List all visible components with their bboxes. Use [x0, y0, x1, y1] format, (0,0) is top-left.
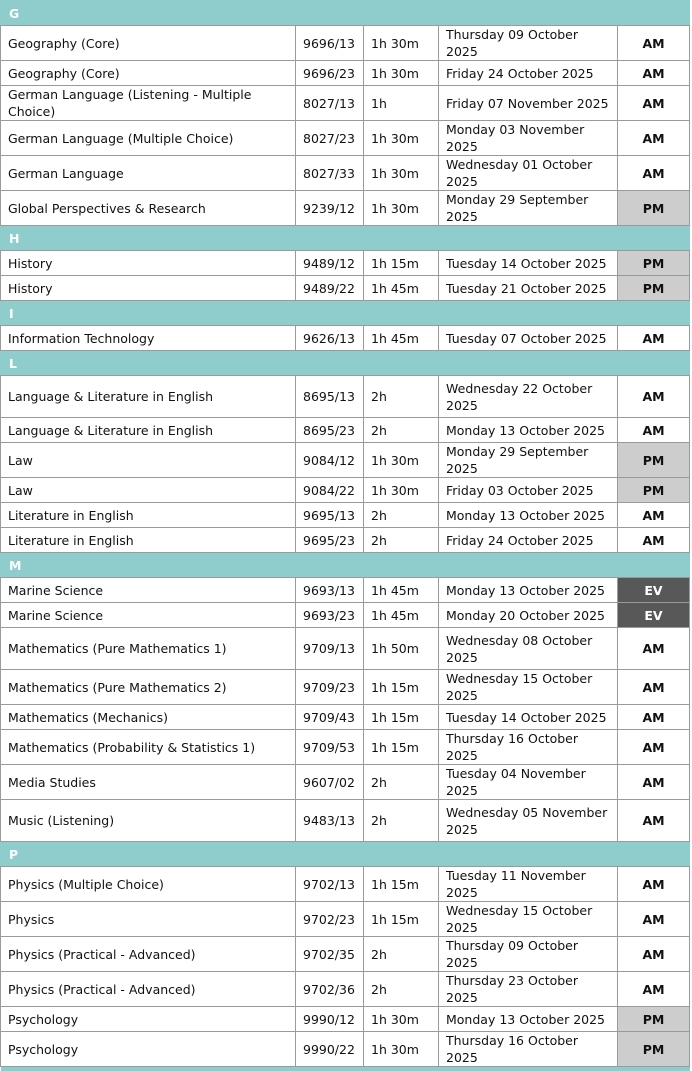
date-cell: Wednesday 01 October 2025: [439, 156, 618, 191]
session-cell: PM: [618, 191, 690, 226]
code-cell: 9695/13: [296, 503, 364, 528]
code-cell: 9696/23: [296, 61, 364, 86]
session-cell: EV: [618, 603, 690, 628]
duration-cell: 1h 45m: [364, 578, 439, 603]
duration-cell: 1h 15m: [364, 730, 439, 765]
code-cell: 9607/02: [296, 765, 364, 800]
table-row: [1, 478, 690, 503]
date-cell: Wednesday 22 October 2025: [439, 376, 618, 418]
subject-cell: Mathematics (Probability & Statistics 1): [1, 730, 296, 765]
code-cell: 9709/23: [296, 670, 364, 705]
table-row: [1, 603, 690, 628]
subject-cell: Mathematics (Pure Mathematics 2): [1, 670, 296, 705]
duration-cell: 1h 30m: [364, 1007, 439, 1032]
date-cell: Thursday 09 October 2025: [439, 26, 618, 61]
timetable-body: [1, 1, 690, 1071]
session-cell: AM: [618, 670, 690, 705]
duration-cell: 1h 30m: [364, 191, 439, 226]
session-cell: AM: [618, 61, 690, 86]
section-letter: M: [1, 553, 690, 578]
date-cell: Tuesday 04 November 2025: [439, 765, 618, 800]
duration-cell: 1h 50m: [364, 628, 439, 670]
code-cell: 9702/36: [296, 972, 364, 1007]
subject-cell: Information Technology: [1, 326, 296, 351]
date-cell: Tuesday 11 November 2025: [439, 867, 618, 902]
subject-cell: Mathematics (Pure Mathematics 1): [1, 628, 296, 670]
table-row: [1, 867, 690, 902]
session-cell: PM: [618, 1007, 690, 1032]
table-row: [1, 628, 690, 670]
section-header: [1, 226, 690, 251]
subject-cell: Law: [1, 443, 296, 478]
table-row: [1, 86, 690, 121]
table-row: [1, 972, 690, 1007]
table-row: [1, 276, 690, 301]
subject-cell: German Language (Listening - Multiple Choice): [1, 86, 296, 121]
code-cell: 8695/13: [296, 376, 364, 418]
table-row: [1, 730, 690, 765]
duration-cell: 2h: [364, 503, 439, 528]
table-row: [1, 251, 690, 276]
date-cell: Monday 29 September 2025: [439, 191, 618, 226]
subject-cell: Global Perspectives & Research: [1, 191, 296, 226]
session-cell: AM: [618, 628, 690, 670]
code-cell: 9990/12: [296, 1007, 364, 1032]
date-cell: Tuesday 14 October 2025: [439, 705, 618, 730]
subject-cell: Psychology: [1, 1032, 296, 1067]
subject-cell: Marine Science: [1, 578, 296, 603]
date-cell: Wednesday 05 November 2025: [439, 800, 618, 842]
table-row: [1, 937, 690, 972]
date-cell: Friday 24 October 2025: [439, 61, 618, 86]
code-cell: 8695/23: [296, 418, 364, 443]
duration-cell: 1h 30m: [364, 478, 439, 503]
subject-cell: Language & Literature in English: [1, 418, 296, 443]
duration-cell: 1h 30m: [364, 443, 439, 478]
table-row: [1, 800, 690, 842]
session-cell: PM: [618, 1032, 690, 1067]
code-cell: 9709/43: [296, 705, 364, 730]
subject-cell: Physics (Multiple Choice): [1, 867, 296, 902]
code-cell: 9696/13: [296, 26, 364, 61]
subject-cell: Geography (Core): [1, 61, 296, 86]
subject-cell: Physics (Practical - Advanced): [1, 972, 296, 1007]
code-cell: 9702/35: [296, 937, 364, 972]
duration-cell: 1h 45m: [364, 326, 439, 351]
table-row: [1, 443, 690, 478]
code-cell: 8027/23: [296, 121, 364, 156]
subject-cell: Psychology: [1, 1007, 296, 1032]
duration-cell: 2h: [364, 376, 439, 418]
table-row: [1, 902, 690, 937]
session-cell: AM: [618, 528, 690, 553]
date-cell: Friday 03 October 2025: [439, 478, 618, 503]
section-letter: L: [1, 351, 690, 376]
duration-cell: 1h 45m: [364, 603, 439, 628]
table-row: [1, 191, 690, 226]
date-cell: Thursday 16 October 2025: [439, 1032, 618, 1067]
session-cell: PM: [618, 276, 690, 301]
subject-cell: Marine Science: [1, 603, 296, 628]
section-header: [1, 301, 690, 326]
duration-cell: 1h 30m: [364, 121, 439, 156]
code-cell: 9702/13: [296, 867, 364, 902]
code-cell: 9709/53: [296, 730, 364, 765]
session-cell: AM: [618, 800, 690, 842]
table-row: [1, 765, 690, 800]
code-cell: 9489/12: [296, 251, 364, 276]
duration-cell: 1h 30m: [364, 156, 439, 191]
date-cell: Thursday 09 October 2025: [439, 937, 618, 972]
date-cell: Wednesday 15 October 2025: [439, 670, 618, 705]
table-row: [1, 1007, 690, 1032]
subject-cell: Geography (Core): [1, 26, 296, 61]
section-letter: G: [1, 1, 690, 26]
duration-cell: 2h: [364, 765, 439, 800]
duration-cell: 1h 45m: [364, 276, 439, 301]
duration-cell: 2h: [364, 937, 439, 972]
code-cell: 9693/13: [296, 578, 364, 603]
subject-cell: Music (Listening): [1, 800, 296, 842]
code-cell: 9084/12: [296, 443, 364, 478]
code-cell: 9693/23: [296, 603, 364, 628]
session-cell: AM: [618, 730, 690, 765]
code-cell: 9626/13: [296, 326, 364, 351]
section-letter: H: [1, 226, 690, 251]
next-section-strip: [1, 1067, 690, 1071]
subject-cell: Media Studies: [1, 765, 296, 800]
session-cell: AM: [618, 902, 690, 937]
table-row: [1, 418, 690, 443]
session-cell: AM: [618, 418, 690, 443]
session-cell: AM: [618, 156, 690, 191]
session-cell: AM: [618, 26, 690, 61]
code-cell: 9239/12: [296, 191, 364, 226]
duration-cell: 1h 30m: [364, 1032, 439, 1067]
code-cell: 9483/13: [296, 800, 364, 842]
duration-cell: 1h 15m: [364, 705, 439, 730]
subject-cell: Literature in English: [1, 528, 296, 553]
subject-cell: Physics (Practical - Advanced): [1, 937, 296, 972]
table-row: [1, 156, 690, 191]
duration-cell: 2h: [364, 528, 439, 553]
code-cell: 9084/22: [296, 478, 364, 503]
date-cell: Friday 07 November 2025: [439, 86, 618, 121]
table-row: [1, 528, 690, 553]
code-cell: 8027/13: [296, 86, 364, 121]
table-row: [1, 121, 690, 156]
date-cell: Tuesday 21 October 2025: [439, 276, 618, 301]
table-row: [1, 376, 690, 418]
table-row: [1, 61, 690, 86]
code-cell: 9695/23: [296, 528, 364, 553]
session-cell: AM: [618, 326, 690, 351]
date-cell: Tuesday 14 October 2025: [439, 251, 618, 276]
date-cell: Tuesday 07 October 2025: [439, 326, 618, 351]
subject-cell: Law: [1, 478, 296, 503]
date-cell: Thursday 23 October 2025: [439, 972, 618, 1007]
duration-cell: 1h 15m: [364, 251, 439, 276]
duration-cell: 2h: [364, 972, 439, 1007]
duration-cell: 1h 30m: [364, 61, 439, 86]
duration-cell: 1h: [364, 86, 439, 121]
subject-cell: History: [1, 276, 296, 301]
session-cell: EV: [618, 578, 690, 603]
code-cell: 9702/23: [296, 902, 364, 937]
date-cell: Monday 13 October 2025: [439, 578, 618, 603]
date-cell: Monday 03 November 2025: [439, 121, 618, 156]
next-section-strip-cell: [1, 1067, 690, 1071]
date-cell: Monday 13 October 2025: [439, 1007, 618, 1032]
session-cell: PM: [618, 478, 690, 503]
subject-cell: Literature in English: [1, 503, 296, 528]
duration-cell: 1h 30m: [364, 26, 439, 61]
section-header: [1, 1, 690, 26]
session-cell: AM: [618, 972, 690, 1007]
date-cell: Wednesday 08 October 2025: [439, 628, 618, 670]
duration-cell: 1h 15m: [364, 670, 439, 705]
date-cell: Friday 24 October 2025: [439, 528, 618, 553]
session-cell: AM: [618, 503, 690, 528]
table-row: [1, 705, 690, 730]
duration-cell: 1h 15m: [364, 867, 439, 902]
section-header: [1, 351, 690, 376]
table-row: [1, 670, 690, 705]
date-cell: Monday 13 October 2025: [439, 418, 618, 443]
subject-cell: Mathematics (Mechanics): [1, 705, 296, 730]
code-cell: 9709/13: [296, 628, 364, 670]
subject-cell: History: [1, 251, 296, 276]
session-cell: AM: [618, 86, 690, 121]
table-row: [1, 503, 690, 528]
session-cell: AM: [618, 376, 690, 418]
date-cell: Monday 20 October 2025: [439, 603, 618, 628]
table-row: [1, 26, 690, 61]
subject-cell: Physics: [1, 902, 296, 937]
session-cell: AM: [618, 765, 690, 800]
session-cell: AM: [618, 705, 690, 730]
table-row: [1, 1032, 690, 1067]
duration-cell: 2h: [364, 800, 439, 842]
table-row: [1, 326, 690, 351]
date-cell: Thursday 16 October 2025: [439, 730, 618, 765]
subject-cell: German Language (Multiple Choice): [1, 121, 296, 156]
session-cell: PM: [618, 251, 690, 276]
session-cell: AM: [618, 937, 690, 972]
table-row: [1, 578, 690, 603]
date-cell: Wednesday 15 October 2025: [439, 902, 618, 937]
date-cell: Monday 29 September 2025: [439, 443, 618, 478]
section-header: [1, 553, 690, 578]
duration-cell: 2h: [364, 418, 439, 443]
date-cell: Monday 13 October 2025: [439, 503, 618, 528]
code-cell: 9489/22: [296, 276, 364, 301]
section-letter: P: [1, 842, 690, 867]
session-cell: PM: [618, 443, 690, 478]
duration-cell: 1h 15m: [364, 902, 439, 937]
section-header: [1, 842, 690, 867]
session-cell: AM: [618, 867, 690, 902]
session-cell: AM: [618, 121, 690, 156]
subject-cell: German Language: [1, 156, 296, 191]
subject-cell: Language & Literature in English: [1, 376, 296, 418]
code-cell: 9990/22: [296, 1032, 364, 1067]
code-cell: 8027/33: [296, 156, 364, 191]
section-letter: I: [1, 301, 690, 326]
